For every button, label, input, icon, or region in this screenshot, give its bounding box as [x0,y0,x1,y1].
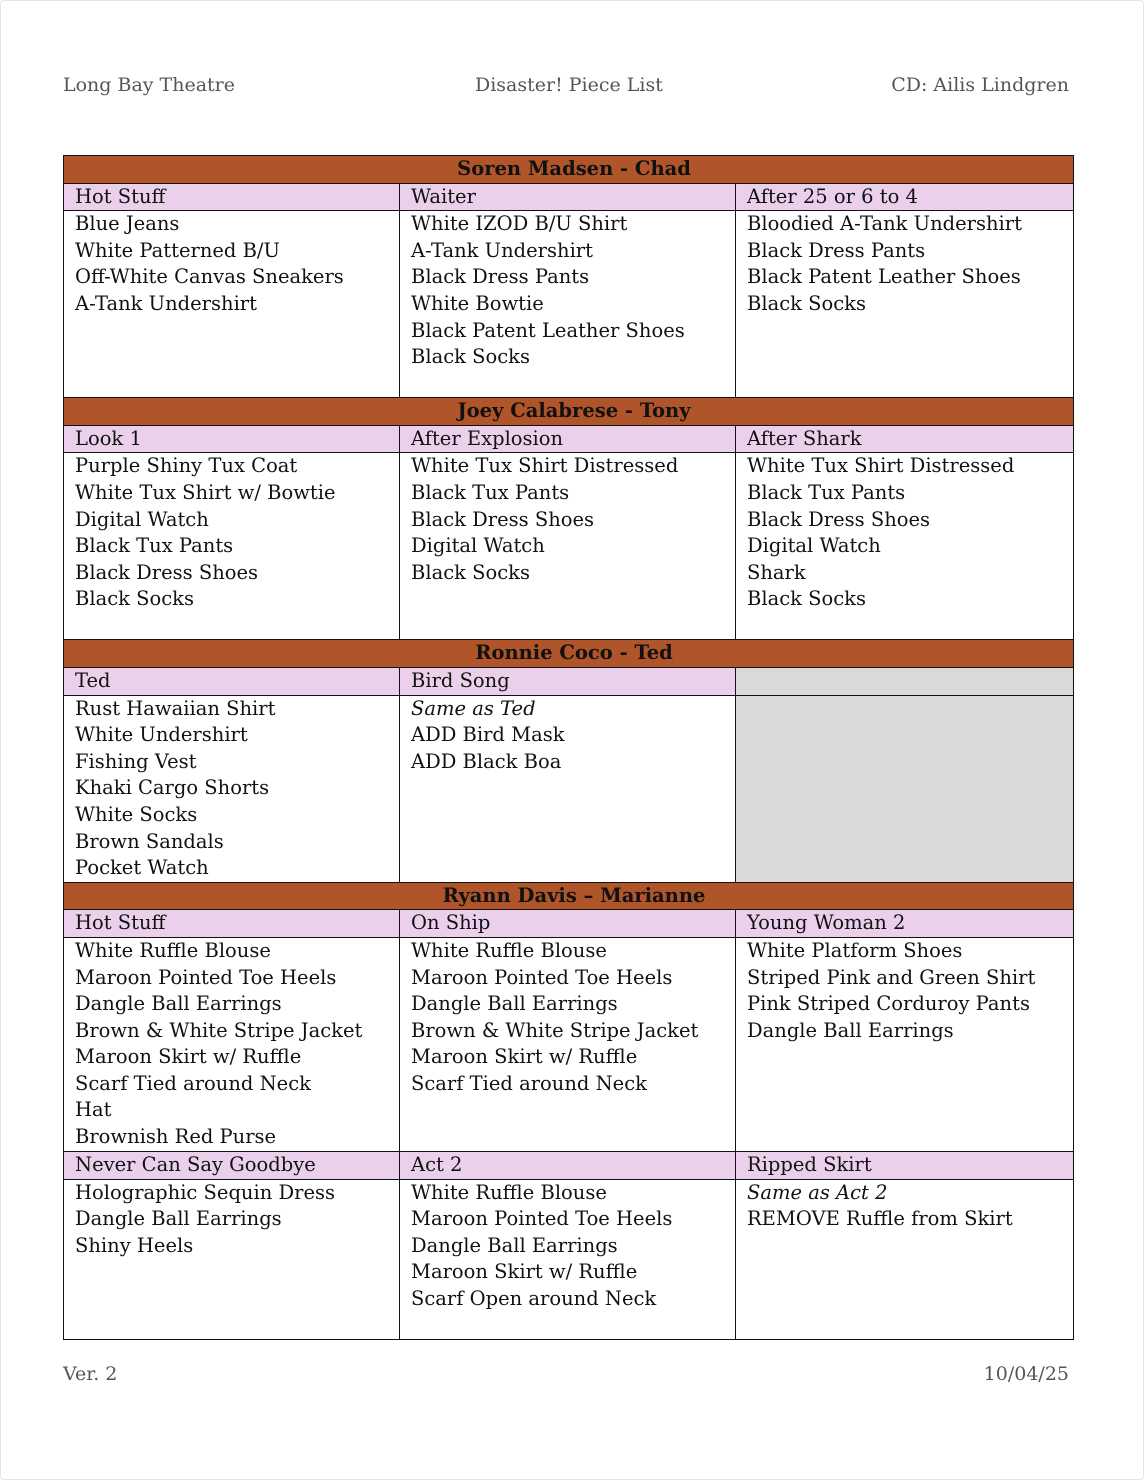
costume-item: ADD Bird Mask [411,723,565,747]
actor-name: Ronnie Coco - Ted [64,640,1074,668]
costume-items-row [64,1179,1074,1339]
costume-item: Brown & White Stripe Jacket [75,1018,363,1042]
costume-item: Black Dress Shoes [75,560,259,584]
actor-name: Soren Madsen - Chad [64,156,1074,184]
costume-item-note: Same as Act 2 [747,1180,888,1204]
costume-item: Khaki Cargo Shorts [75,776,270,800]
costume-items-row [64,211,1074,398]
header-theatre-name: Long Bay Theatre [63,74,236,96]
costume-item: Striped Pink and Green Shirt [747,965,1036,989]
costume-items-cell [736,453,1074,640]
costume-item: Scarf Open around Neck [411,1286,657,1310]
costume-item: Maroon Pointed Toe Heels [411,1207,673,1231]
empty-items-cell [736,695,1074,882]
costume-item: A-Tank Undershirt [75,291,257,315]
costume-item: Pink Striped Corduroy Pants [747,992,1030,1016]
costume-item-note: Same as Ted [411,696,536,720]
actor-name: Joey Calabrese - Tony [64,398,1074,426]
costume-item: Hat [75,1098,112,1122]
costume-item: White Patterned B/U [75,238,280,262]
costume-item: White Bowtie [411,291,544,315]
costume-item: Brown Sandals [75,829,224,853]
look-header-row [64,1151,1074,1179]
costume-item: Dangle Ball Earrings [411,992,618,1016]
costume-items-row [64,453,1074,640]
costume-item: Maroon Pointed Toe Heels [411,965,673,989]
costume-item: Black Tux Pants [411,480,570,504]
look-name: Waiter [400,183,736,211]
costume-item: White Tux Shirt Distressed [747,454,1015,478]
costume-item: Bloodied A-Tank Undershirt [747,212,1022,236]
look-header-row [64,425,1074,453]
actor-header-row [64,640,1074,668]
costume-items-cell [64,1179,400,1339]
costume-item: Black Dress Pants [411,265,590,289]
look-name: Ted [64,667,400,695]
costume-item: Maroon Skirt w/ Ruffle [411,1045,638,1069]
header-costume-designer: CD: Ailis Lindgren [891,74,1069,96]
costume-item: Brown & White Stripe Jacket [411,1018,699,1042]
look-header-row [64,667,1074,695]
costume-item: White Socks [75,802,198,826]
costume-item: Pocket Watch [75,856,209,880]
costume-item: Black Patent Leather Shoes [411,318,685,342]
costume-item: Digital Watch [747,534,881,558]
costume-item: Scarf Tied around Neck [75,1071,311,1095]
costume-item: Black Dress Shoes [747,507,931,531]
costume-item: Digital Watch [411,534,545,558]
costume-item: Blue Jeans [75,212,180,236]
actor-name: Ryann Davis – Marianne [64,882,1074,910]
costume-item: Digital Watch [75,507,209,531]
costume-item: Off-White Canvas Sneakers [75,265,344,289]
costume-item: Fishing Vest [75,749,197,773]
costume-item: Black Tux Pants [75,534,234,558]
costume-item: White Ruffle Blouse [411,1180,607,1204]
costume-items-cell [64,937,400,1151]
costume-items-cell [64,695,400,882]
actor-header-row [64,156,1074,184]
costume-items-cell [400,937,736,1151]
costume-item: Maroon Pointed Toe Heels [75,965,337,989]
costume-items-cell [64,453,400,640]
actor-header-row [64,882,1074,910]
costume-items-cell [400,1179,736,1339]
look-name: Bird Song [400,667,736,695]
costume-item: Black Tux Pants [747,480,906,504]
costume-item: A-Tank Undershirt [411,238,593,262]
look-name: After Explosion [400,425,736,453]
look-name: Act 2 [400,1151,736,1179]
footer-version: Ver. 2 [63,1363,118,1385]
look-name: After 25 or 6 to 4 [736,183,1074,211]
costume-item: REMOVE Ruffle from Skirt [747,1207,1013,1231]
costume-item: Black Socks [411,345,530,369]
look-name: After Shark [736,425,1074,453]
costume-item: Black Socks [411,560,530,584]
costume-items-row [64,695,1074,882]
costume-item: Black Dress Pants [747,238,926,262]
costume-item: Dangle Ball Earrings [75,1207,282,1231]
costume-items-cell [64,211,400,398]
costume-item: Dangle Ball Earrings [747,1018,954,1042]
costume-item: White Ruffle Blouse [411,938,607,962]
costume-item: Black Socks [75,587,194,611]
costume-items-row [64,937,1074,1151]
costume-items-cell [736,211,1074,398]
costume-item: White Platform Shoes [747,938,963,962]
costume-item: Maroon Skirt w/ Ruffle [411,1260,638,1284]
costume-item: Shiny Heels [75,1233,194,1257]
costume-item: White Tux Shirt w/ Bowtie [75,480,336,504]
costume-item: White Tux Shirt Distressed [411,454,679,478]
costume-item: Dangle Ball Earrings [411,1233,618,1257]
footer-date: 10/04/25 [983,1363,1069,1385]
costume-item: Brownish Red Purse [75,1125,277,1149]
costume-item: Purple Shiny Tux Coat [75,454,298,478]
costume-item: Holographic Sequin Dress [75,1180,335,1204]
costume-item: Black Dress Shoes [411,507,595,531]
look-name: Hot Stuff [64,910,400,938]
look-header-row [64,910,1074,938]
costume-item: ADD Black Boa [411,749,562,773]
costume-item: White IZOD B/U Shirt [411,212,628,236]
look-name: Ripped Skirt [736,1151,1074,1179]
costume-item: Dangle Ball Earrings [75,992,282,1016]
costume-items-cell [736,937,1074,1151]
costume-item: Black Socks [747,291,866,315]
costume-item: Scarf Tied around Neck [411,1071,647,1095]
empty-look-cell [736,667,1074,695]
look-name: Look 1 [64,425,400,453]
costume-items-cell [400,211,736,398]
costume-items-cell [400,453,736,640]
look-name: On Ship [400,910,736,938]
look-name: Young Woman 2 [736,910,1074,938]
costume-item: White Undershirt [75,723,248,747]
costume-items-cell [736,1179,1074,1339]
piece-list-table [63,155,1074,1340]
look-header-row [64,183,1074,211]
costume-item: Black Patent Leather Shoes [747,265,1021,289]
costume-item: Maroon Skirt w/ Ruffle [75,1045,302,1069]
costume-item: Shark [747,560,806,584]
costume-item: Rust Hawaiian Shirt [75,696,276,720]
header-document-title: Disaster! Piece List [475,74,663,96]
look-name: Hot Stuff [64,183,400,211]
costume-items-cell [400,695,736,882]
actor-header-row [64,398,1074,426]
costume-item: White Ruffle Blouse [75,938,271,962]
costume-item: Black Socks [747,587,866,611]
look-name: Never Can Say Goodbye [64,1151,400,1179]
